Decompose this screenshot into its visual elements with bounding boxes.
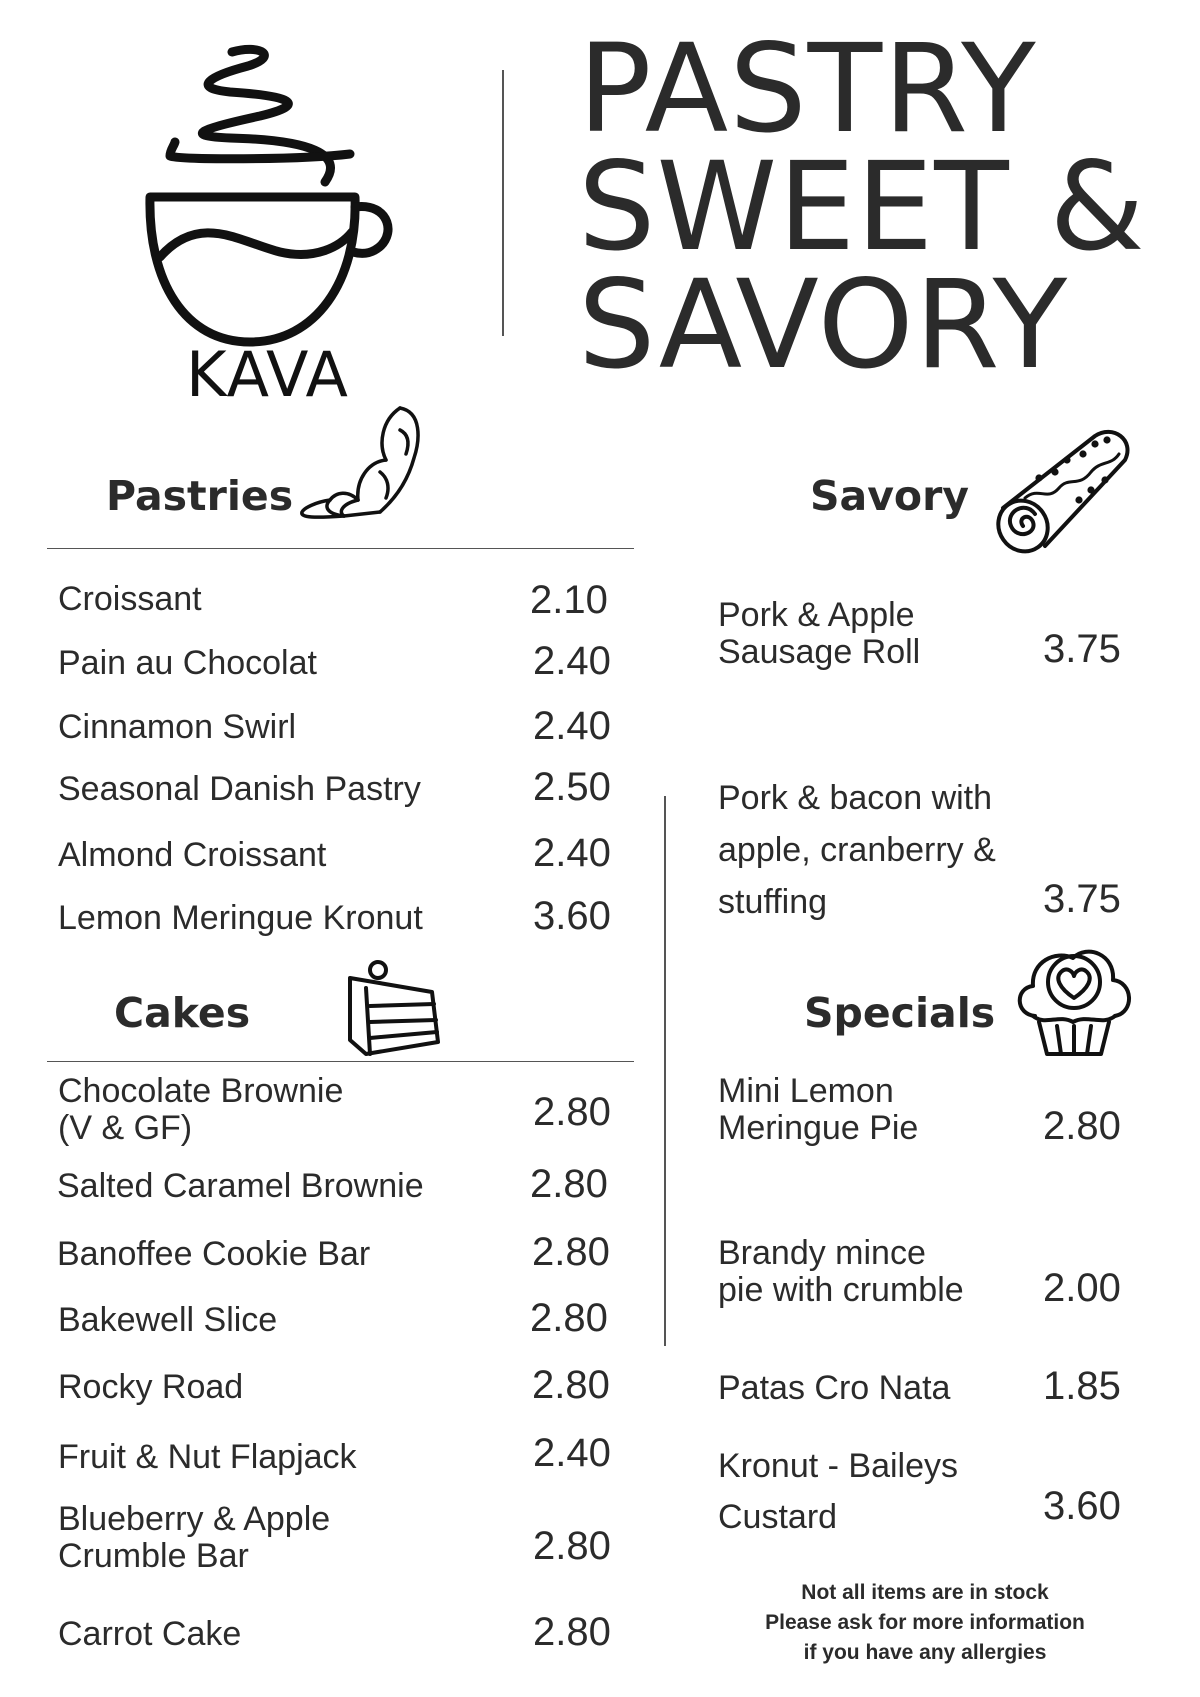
cake-item-price: 2.80: [533, 1610, 611, 1654]
savory-item-name: [718, 597, 920, 671]
savory-item-name: [718, 772, 996, 928]
cake-item-name: [58, 1073, 343, 1147]
specials-heading: Specials: [804, 989, 996, 1037]
special-item-price: 2.80: [1043, 1104, 1121, 1148]
pastry-item-name: Pain au Chocolat: [58, 644, 317, 682]
cake-slice-icon: [346, 958, 442, 1054]
savory-item-price: 3.75: [1043, 627, 1121, 671]
title-line-3: SAVORY: [578, 254, 1069, 396]
special-item-name: [718, 1073, 918, 1147]
special-item-name-line: Kronut - Baileys: [718, 1447, 958, 1485]
cake-item-name-line: Crumble Bar: [58, 1537, 249, 1575]
column-divider: [664, 796, 666, 1346]
cake-item-price: 2.40: [533, 1431, 611, 1475]
pastry-item-name: Seasonal Danish Pastry: [58, 770, 421, 808]
allergy-notice-line: Not all items are in stock: [801, 1581, 1049, 1604]
special-item-name: [718, 1235, 964, 1309]
pastry-item-name: Almond Croissant: [58, 836, 327, 874]
special-item-name-line: Mini Lemon: [718, 1072, 894, 1110]
special-item-name-line: Brandy mince: [718, 1234, 926, 1272]
savory-item-name-line: apple, cranberry &: [718, 831, 996, 869]
special-item-name: [718, 1441, 958, 1543]
special-item-name: Patas Cro Nata: [718, 1369, 951, 1407]
special-item-name-line: Custard: [718, 1498, 838, 1536]
pastry-item-price: 2.40: [533, 831, 611, 875]
pastry-item-name: Croissant: [58, 580, 202, 618]
cake-item-name-line: Chocolate Brownie: [58, 1072, 344, 1110]
special-item-price: 2.00: [1043, 1266, 1121, 1310]
cake-item-price: 2.80: [530, 1162, 608, 1206]
cake-item-name: Salted Caramel Brownie: [57, 1167, 424, 1205]
cake-item-price: 2.80: [533, 1090, 611, 1134]
page-title: [578, 18, 1146, 396]
cake-item-price: 2.80: [533, 1524, 611, 1568]
special-item-price: 3.60: [1043, 1484, 1121, 1528]
pastry-item-price: 3.60: [533, 894, 611, 938]
coffee-cup-logo-icon: [140, 42, 420, 342]
savory-item-name-line: stuffing: [718, 883, 828, 921]
savory-heading: Savory: [810, 472, 970, 520]
savory-item-price: 3.75: [1043, 877, 1121, 921]
special-item-name-line: pie with crumble: [718, 1271, 964, 1309]
brand-name: KAVA: [186, 338, 349, 411]
cakes-heading: Cakes: [114, 989, 251, 1037]
cake-item-price: 2.80: [532, 1363, 610, 1407]
pastries-divider: [47, 548, 634, 549]
pastries-heading: Pastries: [106, 472, 294, 520]
savory-item-name-line: Pork & Apple: [718, 596, 915, 634]
allergy-notice: [730, 1578, 1120, 1668]
savory-item-name-line: Pork & bacon with: [718, 779, 993, 817]
croissant-icon: [296, 400, 428, 520]
pastry-item-name: Lemon Meringue Kronut: [58, 899, 423, 937]
cake-item-price: 2.80: [532, 1230, 610, 1274]
title-line-1: PASTRY: [578, 18, 1037, 160]
cake-item-price: 2.80: [530, 1296, 608, 1340]
cake-item-name-line: Blueberry & Apple: [58, 1500, 331, 1538]
cake-item-name: Carrot Cake: [58, 1615, 242, 1653]
savory-item-name-line: Sausage Roll: [718, 633, 921, 671]
cake-item-name: Rocky Road: [58, 1368, 244, 1406]
special-item-price: 1.85: [1043, 1364, 1121, 1408]
header-divider: [502, 70, 504, 336]
pastry-item-name: Cinnamon Swirl: [58, 708, 297, 746]
pastry-item-price: 2.40: [533, 704, 611, 748]
cake-item-name: Bakewell Slice: [58, 1301, 278, 1339]
pastry-item-price: 2.50: [533, 765, 611, 809]
cake-item-name: Banoffee Cookie Bar: [57, 1235, 371, 1273]
cake-item-name: [58, 1501, 330, 1575]
pastry-item-price: 2.40: [533, 639, 611, 683]
allergy-notice-line: Please ask for more information: [765, 1611, 1085, 1634]
pastry-item-price: 2.10: [530, 578, 608, 622]
sausage-roll-icon: [995, 426, 1135, 560]
cakes-divider: [47, 1061, 634, 1062]
allergy-notice-line: if you have any allergies: [803, 1641, 1047, 1664]
special-item-name-line: Meringue Pie: [718, 1109, 919, 1147]
cake-item-name-line: (V & GF): [58, 1109, 193, 1147]
cupcake-heart-icon: [1015, 940, 1133, 1058]
title-line-2: SWEET &: [578, 136, 1146, 278]
cake-item-name: Fruit & Nut Flapjack: [58, 1438, 357, 1476]
